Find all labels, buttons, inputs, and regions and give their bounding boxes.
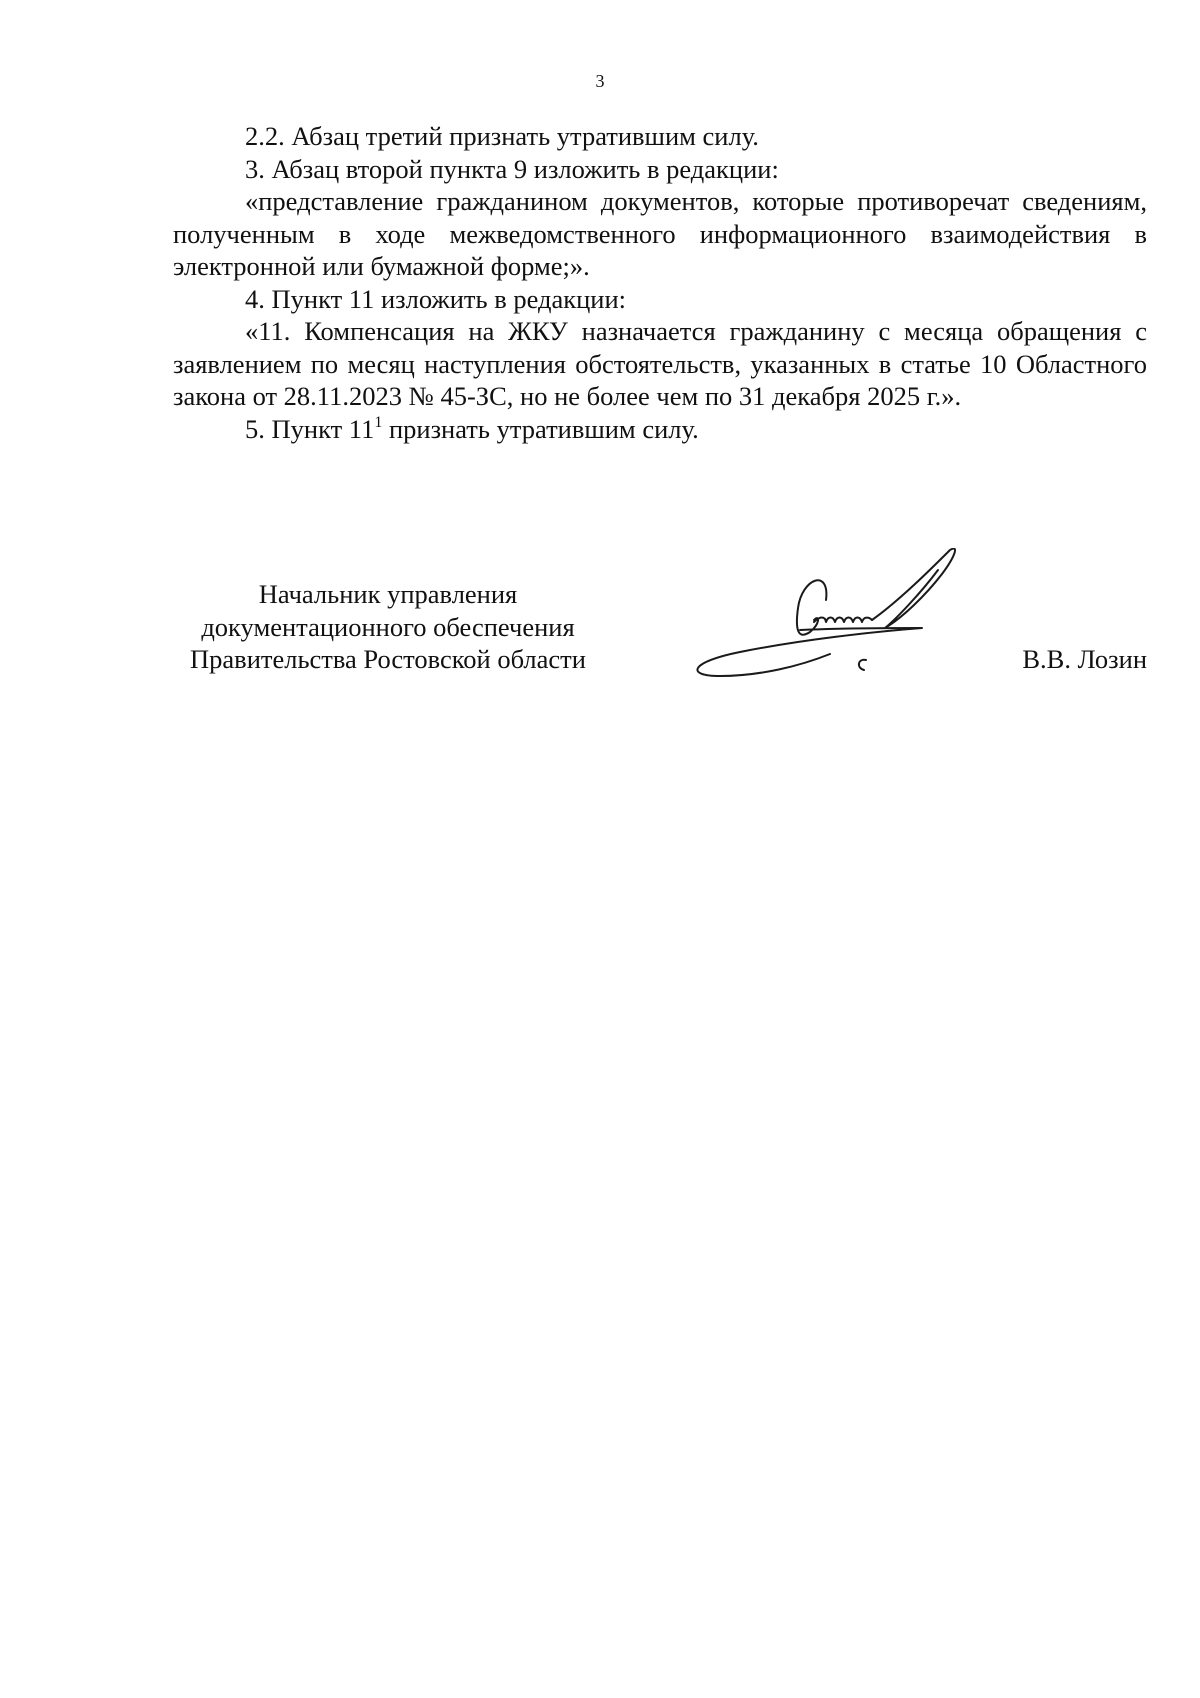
document-body — [173, 120, 1147, 445]
paragraph-3-quote: «представление гражданином документов, которые противоречат сведениям, полученным в ходе межведомственного информационного взаимодействия в электронной или бумажной форме;». — [173, 186, 1147, 281]
paragraph-5 — [173, 413, 1147, 446]
superscript-index: 1 — [374, 413, 383, 431]
position-line-2: документационного обеспечения — [201, 611, 575, 642]
handwritten-signature — [680, 548, 1020, 698]
paragraph-3: 3. Абзац второй пункта 9 изложить в редакции: — [245, 153, 779, 184]
paragraph-4: 4. Пункт 11 изложить в редакции: — [245, 283, 627, 314]
position-line-1: Начальник управления — [258, 579, 518, 609]
paragraph-2-2: 2.2. Абзац третий признать утратившим силу. — [245, 121, 759, 151]
paragraph-4-quote: «11. Компенсация на ЖКУ назначается гражданину с месяца обращения с заявлением по месяц наступления обстоятельств, указанных в статье 10 Областного закона от 28.11.2023 № 45-ЗС, но не более чем по 31 декабря 2025 г.». — [173, 316, 1147, 411]
signer-name: В.В. Лозин — [1022, 644, 1147, 674]
paragraph-5-start: 5. Пункт 11 — [245, 413, 375, 444]
page-number: 3 — [595, 71, 605, 91]
position-line-3: Правительства Ростовской области — [190, 644, 586, 674]
paragraph-5-end: признать утратившим силу. — [382, 413, 699, 444]
signer-position — [173, 578, 603, 676]
